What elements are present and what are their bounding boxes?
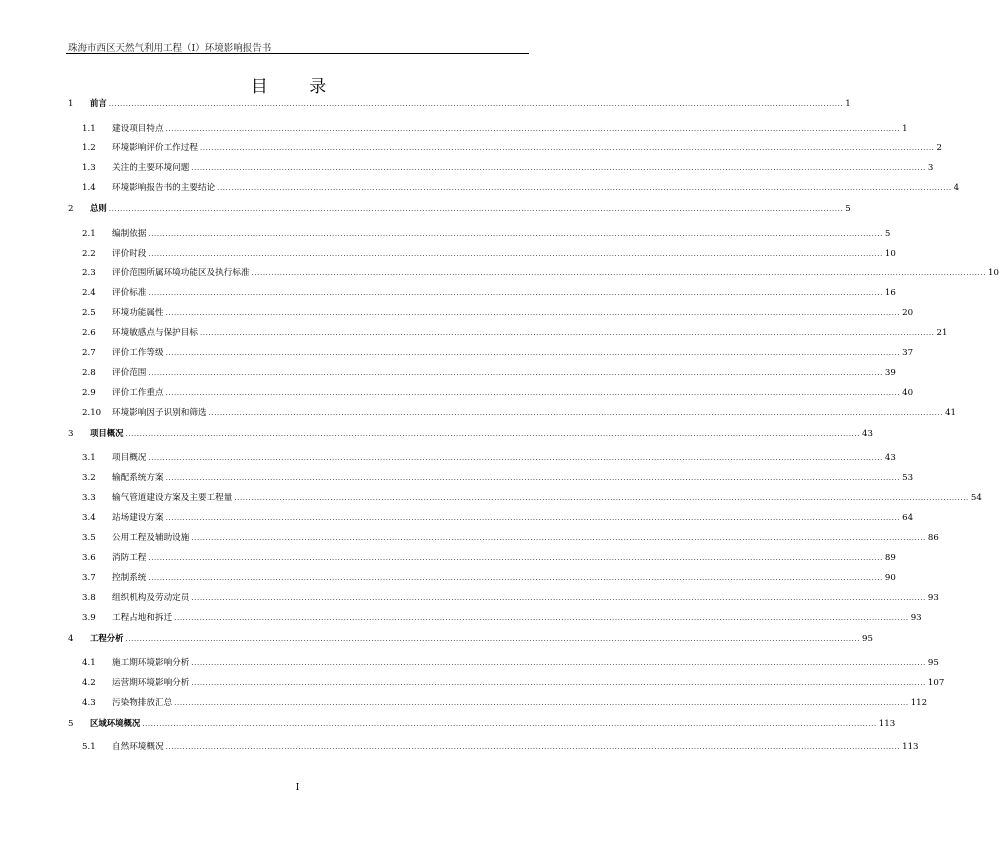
toc-entry-number: 3.1	[82, 453, 96, 463]
dot-leader: ....................................................................................................................................................................................................................................................................	[191, 679, 926, 687]
toc-chapter-entry[interactable]	[68, 203, 851, 214]
toc-entry-title: 环境影响因子识别和筛选	[112, 408, 207, 418]
dot-leader: ....................................................................................................................................................................................................................................................................	[108, 100, 844, 108]
toc-entry-title: 总则	[90, 203, 107, 213]
toc-section-entry[interactable]	[82, 143, 942, 153]
toc-entry-page: 95	[927, 658, 939, 668]
toc-section-entry[interactable]	[82, 163, 934, 173]
dot-leader: ....................................................................................................................................................................................................................................................................	[148, 369, 883, 377]
toc-entry-page: 95	[862, 634, 873, 644]
toc-entry-number: 2.4	[82, 288, 96, 298]
toc-section-entry[interactable]	[82, 288, 896, 298]
toc-section-entry[interactable]	[82, 229, 891, 239]
toc-entry-number: 4.1	[82, 658, 96, 668]
toc-entry-number: 2.7	[82, 348, 96, 358]
toc-entry-title: 评价工作重点	[112, 388, 164, 398]
toc-entry-number: 3	[68, 429, 74, 439]
toc-entry-title: 关注的主要环境问题	[112, 163, 190, 173]
toc-entry-page: 5	[845, 204, 851, 214]
toc-section-entry[interactable]	[82, 368, 896, 378]
toc-entry-number: 2.10	[82, 408, 102, 418]
toc-entry-page: 10	[884, 249, 896, 259]
toc-entry-title: 输配系统方案	[112, 473, 164, 483]
toc-entry-number: 3.9	[82, 613, 96, 623]
toc-entry-title: 自然环境概况	[112, 742, 164, 752]
toc-entry-title: 公用工程及辅助设施	[112, 533, 190, 543]
toc-entry-number: 4.2	[82, 678, 96, 688]
toc-entry-page: 39	[884, 368, 896, 378]
toc-entry-page: 93	[927, 593, 939, 603]
dot-leader: ....................................................................................................................................................................................................................................................................	[191, 594, 926, 602]
toc-section-entry[interactable]	[82, 124, 908, 134]
dot-leader: ....................................................................................................................................................................................................................................................................	[251, 269, 987, 277]
dot-leader: ....................................................................................................................................................................................................................................................................	[165, 474, 901, 482]
toc-section-entry[interactable]	[82, 573, 896, 583]
dot-leader: ....................................................................................................................................................................................................................................................................	[191, 534, 926, 542]
toc-section-entry[interactable]	[82, 473, 914, 483]
toc-section-entry[interactable]	[82, 533, 939, 543]
toc-entry-page: 41	[945, 408, 957, 418]
dot-leader: ....................................................................................................................................................................................................................................................................	[234, 494, 969, 502]
toc-entry-page: 37	[902, 348, 914, 358]
toc-entry-number: 5.1	[82, 742, 96, 752]
toc-entry-number: 2.3	[82, 268, 96, 278]
toc-entry-number: 1	[68, 99, 74, 109]
toc-entry-page: 4	[953, 183, 960, 193]
toc-entry-title: 工程占地和拆迁	[112, 613, 173, 623]
dot-leader: ....................................................................................................................................................................................................................................................................	[148, 230, 883, 238]
toc-entry-number: 4.3	[82, 698, 96, 708]
toc-entry-number: 2.5	[82, 308, 96, 318]
toc-chapter-entry[interactable]	[68, 718, 896, 729]
toc-entry-title: 污染物排放汇总	[112, 698, 173, 708]
toc-entry-title: 组织机构及劳动定员	[112, 593, 190, 603]
toc-entry-page: 40	[902, 388, 914, 398]
dot-leader: ....................................................................................................................................................................................................................................................................	[148, 250, 883, 258]
dot-leader: ....................................................................................................................................................................................................................................................................	[148, 289, 883, 297]
toc-chapter-entry[interactable]	[68, 98, 851, 109]
toc-entry-page: 16	[884, 288, 896, 298]
toc-section-entry[interactable]	[82, 658, 939, 668]
toc-entry-title: 项目概况	[90, 428, 124, 438]
toc-chapter-entry[interactable]	[68, 633, 873, 644]
toc-entry-number: 2.2	[82, 249, 96, 259]
toc-entry-title: 消防工程	[112, 553, 147, 563]
toc-entry-title: 评价范围所属环境功能区及执行标准	[112, 268, 250, 278]
toc-entry-number: 1.4	[82, 183, 96, 193]
toc-section-entry[interactable]	[82, 698, 928, 708]
toc-entry-title: 评价时段	[112, 249, 147, 259]
dot-leader: ....................................................................................................................................................................................................................................................................	[165, 309, 901, 317]
toc-section-entry[interactable]	[82, 513, 914, 523]
dot-leader: ....................................................................................................................................................................................................................................................................	[199, 329, 935, 337]
toc-entry-number: 5	[68, 719, 74, 729]
running-header: 珠海市西区天然气利用工程（I）环境影响报告书	[68, 43, 272, 54]
dot-leader: ....................................................................................................................................................................................................................................................................	[125, 430, 861, 438]
toc-section-entry[interactable]	[82, 268, 999, 278]
toc-entry-number: 4	[68, 634, 74, 644]
toc-entry-title: 评价标准	[112, 288, 147, 298]
toc-entry-page: 113	[902, 742, 919, 752]
toc-entry-title: 控制系统	[112, 573, 147, 583]
toc-entry-number: 2.1	[82, 229, 96, 239]
toc-section-entry[interactable]	[82, 408, 957, 418]
dot-leader: ....................................................................................................................................................................................................................................................................	[148, 454, 883, 462]
toc-entry-number: 1.1	[82, 124, 96, 134]
toc-section-entry[interactable]	[82, 613, 922, 623]
dot-leader: ....................................................................................................................................................................................................................................................................	[142, 720, 877, 728]
toc-entry-page: 43	[884, 453, 896, 463]
dot-leader: ....................................................................................................................................................................................................................................................................	[191, 164, 926, 172]
toc-section-entry[interactable]	[82, 678, 945, 688]
toc-entry-title: 编制依据	[112, 229, 147, 239]
dot-leader: ....................................................................................................................................................................................................................................................................	[148, 574, 883, 582]
toc-entry-title: 运营期环境影响分析	[112, 678, 190, 688]
dot-leader: ....................................................................................................................................................................................................................................................................	[108, 205, 844, 213]
toc-section-entry[interactable]	[82, 388, 914, 398]
dot-leader: ....................................................................................................................................................................................................................................................................	[165, 125, 901, 133]
toc-title: 目 录	[250, 77, 345, 97]
dot-leader: ....................................................................................................................................................................................................................................................................	[199, 144, 935, 152]
dot-leader: ....................................................................................................................................................................................................................................................................	[165, 514, 901, 522]
toc-chapter-entry[interactable]	[68, 428, 873, 439]
dot-leader: ....................................................................................................................................................................................................................................................................	[191, 659, 926, 667]
toc-entry-number: 3.5	[82, 533, 96, 543]
toc-entry-page: 53	[902, 473, 914, 483]
dot-leader: ....................................................................................................................................................................................................................................................................	[148, 554, 883, 562]
toc-section-entry[interactable]	[82, 308, 914, 318]
toc-entry-number: 1.2	[82, 143, 96, 153]
toc-entry-page: 10	[988, 268, 999, 278]
toc-entry-title: 项目概况	[112, 453, 147, 463]
toc-entry-title: 输气管道建设方案及主要工程量	[112, 493, 233, 503]
toc-section-entry[interactable]	[82, 348, 914, 358]
toc-entry-page: 5	[884, 229, 891, 239]
toc-entry-page: 3	[927, 163, 934, 173]
toc-entry-page: 93	[910, 613, 922, 623]
toc-entry-page: 112	[910, 698, 928, 708]
dot-leader: ....................................................................................................................................................................................................................................................................	[208, 409, 944, 417]
toc-entry-page: 1	[845, 99, 851, 109]
toc-entry-page: 90	[884, 573, 896, 583]
dot-leader: ....................................................................................................................................................................................................................................................................	[125, 635, 861, 643]
toc-entry-number: 2.6	[82, 328, 96, 338]
toc-section-entry[interactable]	[82, 742, 919, 752]
toc-entry-page: 64	[902, 513, 914, 523]
toc-entry-title: 施工期环境影响分析	[112, 658, 190, 668]
toc-section-entry[interactable]	[82, 249, 896, 259]
toc-section-entry[interactable]	[82, 493, 982, 503]
dot-leader: ....................................................................................................................................................................................................................................................................	[165, 743, 901, 751]
toc-entry-title: 区域环境概况	[90, 718, 141, 728]
toc-entry-page: 1	[902, 124, 908, 134]
toc-entry-number: 3.3	[82, 493, 96, 503]
toc-entry-title: 环境功能属性	[112, 308, 164, 318]
toc-entry-title: 站场建设方案	[112, 513, 164, 523]
toc-entry-page: 20	[902, 308, 914, 318]
toc-entry-page: 107	[927, 678, 945, 688]
toc-entry-title: 工程分析	[90, 633, 124, 643]
toc-section-entry[interactable]	[82, 593, 939, 603]
toc-section-entry[interactable]	[82, 183, 960, 193]
dot-leader: ....................................................................................................................................................................................................................................................................	[165, 349, 901, 357]
dot-leader: ....................................................................................................................................................................................................................................................................	[174, 699, 909, 707]
toc-entry-title: 前言	[90, 98, 107, 108]
toc-entry-title: 建设项目特点	[112, 124, 164, 134]
toc-entry-title: 环境影响报告书的主要结论	[112, 183, 216, 193]
toc-entry-number: 3.4	[82, 513, 96, 523]
toc-entry-page: 89	[884, 553, 896, 563]
toc-entry-number: 3.6	[82, 553, 96, 563]
toc-entry-page: 2	[936, 143, 942, 153]
toc-section-entry[interactable]	[82, 328, 948, 338]
toc-entry-page: 86	[927, 533, 939, 543]
toc-section-entry[interactable]	[82, 553, 896, 563]
toc-entry-title: 环境影响评价工作过程	[112, 143, 198, 153]
toc-entry-number: 2.8	[82, 368, 96, 378]
toc-entry-page: 43	[862, 429, 873, 439]
toc-entry-number: 2.9	[82, 388, 96, 398]
toc-entry-page: 21	[936, 328, 948, 338]
dot-leader: ....................................................................................................................................................................................................................................................................	[217, 184, 952, 192]
toc-entry-title: 评价工作等级	[112, 348, 164, 358]
page-number: I	[295, 783, 300, 793]
toc-entry-page: 113	[878, 719, 896, 729]
toc-entry-number: 1.3	[82, 163, 96, 173]
dot-leader: ....................................................................................................................................................................................................................................................................	[165, 389, 901, 397]
dot-leader: ....................................................................................................................................................................................................................................................................	[174, 614, 909, 622]
toc-entry-page: 54	[970, 493, 982, 503]
toc-entry-number: 2	[68, 204, 74, 214]
toc-entry-title: 环境敏感点与保护目标	[112, 328, 198, 338]
toc-entry-number: 3.7	[82, 573, 96, 583]
toc-entry-title: 评价范围	[112, 368, 147, 378]
toc-entry-number: 3.8	[82, 593, 96, 603]
toc-entry-number: 3.2	[82, 473, 96, 483]
toc-section-entry[interactable]	[82, 453, 896, 463]
